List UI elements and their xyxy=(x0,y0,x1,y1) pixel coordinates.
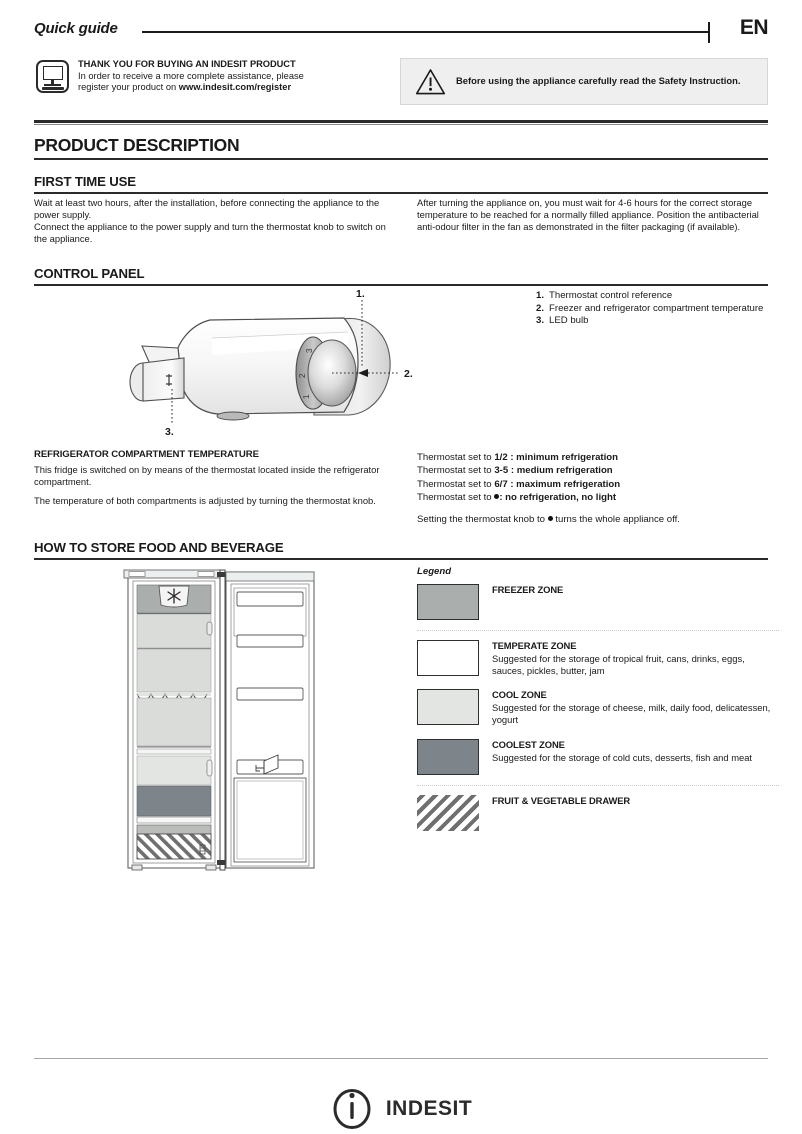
thank-you-block xyxy=(36,58,391,94)
control-panel-item-number: 2. xyxy=(536,302,545,314)
legend-item-desc: Suggested for the storage of cheese, milk, daily food, delicatessen, yogurt xyxy=(492,702,771,726)
control-panel-item-label: LED bulb xyxy=(549,315,589,327)
knob-mark-1: 1 xyxy=(300,394,311,400)
thank-you-line1: In order to receive a more complete assistance, please xyxy=(78,70,304,81)
knob-mark-2: 2 xyxy=(296,373,307,379)
thermostat-setting-line xyxy=(417,464,772,477)
thermostat-setting-prefix: Thermostat set to xyxy=(417,465,495,477)
warning-triangle-icon xyxy=(415,68,446,95)
heading-product-description: PRODUCT DESCRIPTION xyxy=(34,135,240,155)
legend-swatch-cool xyxy=(417,689,479,725)
refrigerator-temperature-p1: This fridge is switched on by means of the thermostat located inside the refrigerator compartment. xyxy=(34,464,380,488)
legend-swatch-freezer xyxy=(417,584,479,620)
heading-how-to-store-rule xyxy=(34,558,768,560)
top-info-row xyxy=(34,58,768,110)
thank-you-headline: THANK YOU FOR BUYING AN INDESIT PRODUCT xyxy=(78,59,296,69)
legend-item-title: FREEZER ZONE xyxy=(492,584,564,595)
thermostat-setting-line xyxy=(417,478,772,491)
legend-item-desc: Suggested for the storage of tropical fruit, cans, drinks, eggs, sauces, pickles, butter, jam xyxy=(492,653,745,677)
first-time-use-left-column xyxy=(34,197,386,245)
legend-item-title: TEMPERATE ZONE xyxy=(492,640,577,651)
legend-item-title: COOL ZONE xyxy=(492,689,547,701)
first-time-use-p1: Wait at least two hours, after the installation, before connecting the appliance to the power supply. xyxy=(34,197,380,221)
header-rule-tick xyxy=(708,22,710,43)
legend-item xyxy=(417,739,779,775)
header-divider-shadow xyxy=(34,124,768,125)
legend-swatch-temperate xyxy=(417,640,479,676)
legend-swatch-coolest xyxy=(417,739,479,775)
thermostat-setting-value: 3-5 : medium refrigeration xyxy=(494,465,613,477)
zone-coolest xyxy=(137,786,211,816)
page-title: Quick guide xyxy=(34,20,118,37)
thank-you-line2-prefix: register your product on xyxy=(78,82,179,93)
thank-you-text xyxy=(78,58,304,94)
zone-upper-shelf-1 xyxy=(137,614,211,648)
heading-first-time-use-rule xyxy=(34,192,768,194)
thermostat-off-note-suffix: turns the whole appliance off. xyxy=(552,514,680,526)
control-panel-item xyxy=(536,315,772,328)
refrigerator-temperature-p2: The temperature of both compartments is adjusted by turning the thermostat knob. xyxy=(34,495,376,506)
legend-item-text xyxy=(492,739,752,764)
safety-warning-box xyxy=(400,58,768,105)
legend xyxy=(417,566,779,831)
heading-control-panel: CONTROL PANEL xyxy=(34,266,145,281)
legend-item-text xyxy=(492,795,630,808)
language-code: EN xyxy=(739,16,768,39)
control-panel-item-number: 3. xyxy=(536,315,545,327)
control-panel-illustration xyxy=(100,286,430,438)
legend-item-title: FRUIT & VEGETABLE DRAWER xyxy=(492,794,631,806)
thermostat-setting-value: 6/7 : maximum refrigeration xyxy=(494,478,621,490)
indesit-circle-i-logo-icon xyxy=(330,1083,374,1129)
thermostat-off-note-prefix: Setting the thermostat knob to xyxy=(417,514,548,526)
thermostat-setting-value: : no refrigeration, no light xyxy=(499,491,617,503)
control-panel-item xyxy=(536,303,772,316)
heading-product-description-rule xyxy=(34,158,768,160)
legend-separator xyxy=(417,785,779,786)
footer-logo xyxy=(0,1083,802,1129)
legend-item-text xyxy=(492,640,779,677)
first-time-use-right-column xyxy=(417,197,772,233)
refrigerator-diagram xyxy=(120,562,320,882)
register-url[interactable]: www.indesit.com/register xyxy=(178,82,292,93)
footer-divider xyxy=(34,1058,768,1059)
header-rule xyxy=(142,31,708,33)
thermostat-setting-prefix: Thermostat set to xyxy=(417,491,495,503)
callout-3: 3. xyxy=(165,426,174,438)
callout-1: 1. xyxy=(356,288,365,300)
legend-item xyxy=(417,584,779,620)
legend-item xyxy=(417,640,779,677)
control-panel-item-label: Freezer and refrigerator compartment temperature xyxy=(549,302,764,314)
header-divider xyxy=(34,120,768,123)
control-panel-item-number: 1. xyxy=(536,290,545,301)
legend-item-title: COOLEST ZONE xyxy=(492,738,565,750)
legend-title: Legend xyxy=(417,566,452,577)
legend-item-text xyxy=(492,584,563,597)
heading-how-to-store: HOW TO STORE FOOD AND BEVERAGE xyxy=(34,540,284,555)
zone-mid-shelf xyxy=(137,698,211,746)
thermostat-setting-line xyxy=(417,491,772,504)
monitor-icon xyxy=(36,60,69,93)
thermostat-setting-value: 1/2 : minimum refrigeration xyxy=(494,452,618,463)
callout-2: 2. xyxy=(404,368,413,380)
thermostat-setting-prefix: Thermostat set to xyxy=(417,478,495,490)
page-header xyxy=(34,16,768,46)
heading-refrigerator-temperature: REFRIGERATOR COMPARTMENT TEMPERATURE xyxy=(34,449,259,460)
control-panel-legend-list xyxy=(536,290,772,328)
knob-mark-3: 3 xyxy=(303,348,314,354)
heading-first-time-use: FIRST TIME USE xyxy=(34,174,136,189)
thermostat-settings-list xyxy=(417,451,772,526)
footer-brand-name: indesit xyxy=(385,1089,473,1122)
thermostat-setting-prefix: Thermostat set to xyxy=(417,452,495,463)
control-panel-item xyxy=(536,290,772,303)
control-panel-item-label: Thermostat control reference xyxy=(549,290,673,301)
legend-swatch-fruit-vegetable-drawer xyxy=(417,795,479,831)
thermostat-off-note xyxy=(417,513,772,526)
legend-item-desc: Suggested for the storage of cold cuts, desserts, fish and meat xyxy=(492,751,753,763)
safety-warning-text: Before using the appliance carefully read the Safety Instruction. xyxy=(456,75,741,87)
legend-item xyxy=(417,689,779,726)
legend-item xyxy=(417,795,779,831)
legend-separator xyxy=(417,630,779,631)
first-time-use-right-text: After turning the appliance on, you must wait for 4-6 hours for the correct storage temperature to be reached for a normally filled appliance. Position the antibacterial anti-odour filter in the fan as demonstrated in the filter packaging (if available). xyxy=(417,197,759,233)
legend-item-text xyxy=(492,689,779,726)
first-time-use-p2: Connect the appliance to the power supply and turn the thermostat knob to switch on the appliance. xyxy=(34,221,386,245)
thermostat-setting-line xyxy=(417,451,772,464)
zone-cool xyxy=(137,756,211,785)
zone-upper-shelf-2 xyxy=(137,649,211,692)
